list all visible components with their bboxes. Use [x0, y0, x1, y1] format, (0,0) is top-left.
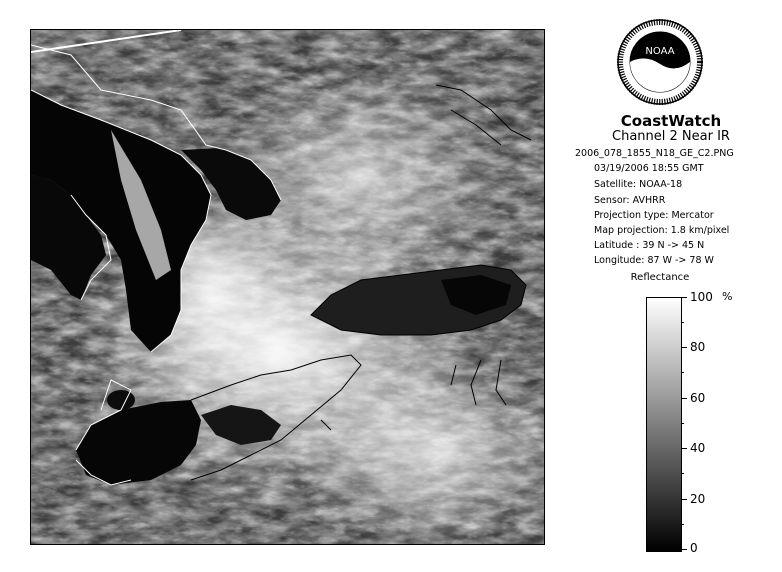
colorbar-tick — [681, 297, 687, 298]
longitude-text: Longitude: 87 W -> 78 W — [594, 255, 714, 266]
colorbar-minor-tick — [681, 524, 684, 525]
colorbar-unit: % — [722, 290, 733, 303]
latitude-text: Latitude : 39 N -> 45 N — [594, 240, 705, 251]
colorbar — [646, 297, 682, 552]
satellite-text: Satellite: NOAA-18 — [594, 179, 683, 190]
product-title: CoastWatch — [620, 112, 722, 130]
colorbar-label: 0 — [690, 541, 698, 555]
noaa-logo — [617, 19, 703, 105]
sensor-text: Sensor: AVHRR — [594, 195, 666, 206]
map-projection-text: Map projection: 1.8 km/pixel — [594, 225, 730, 236]
colorbar-minor-tick — [681, 372, 684, 373]
colorbar-minor-tick — [681, 473, 684, 474]
colorbar-label: 80 — [690, 340, 706, 354]
colorbar-label: 60 — [690, 391, 706, 405]
colorbar-tick — [681, 549, 687, 550]
satellite-image — [30, 29, 545, 545]
datetime-text: 03/19/2006 18:55 GMT — [594, 163, 704, 174]
colorbar-label: 20 — [690, 492, 706, 506]
colorbar-label: 100 — [690, 290, 713, 304]
logo-center-text: NOAA — [645, 46, 675, 57]
colorbar-tick — [681, 398, 687, 399]
projection-type-text: Projection type: Mercator — [594, 210, 714, 221]
channel-title: Channel 2 Near IR — [612, 129, 730, 144]
colorbar-tick — [681, 448, 687, 449]
filename-text: 2006_078_1855_N18_GE_C2.PNG — [575, 148, 734, 159]
colorbar-title: Reflectance — [630, 272, 690, 283]
colorbar-tick — [681, 499, 687, 500]
colorbar-label: 40 — [690, 441, 706, 455]
colorbar-minor-tick — [681, 322, 684, 323]
lake-st-clair — [107, 390, 135, 410]
satellite-image-svg — [31, 30, 544, 544]
noaa-logo-icon — [617, 19, 703, 105]
colorbar-tick — [681, 347, 687, 348]
colorbar-minor-tick — [681, 423, 684, 424]
